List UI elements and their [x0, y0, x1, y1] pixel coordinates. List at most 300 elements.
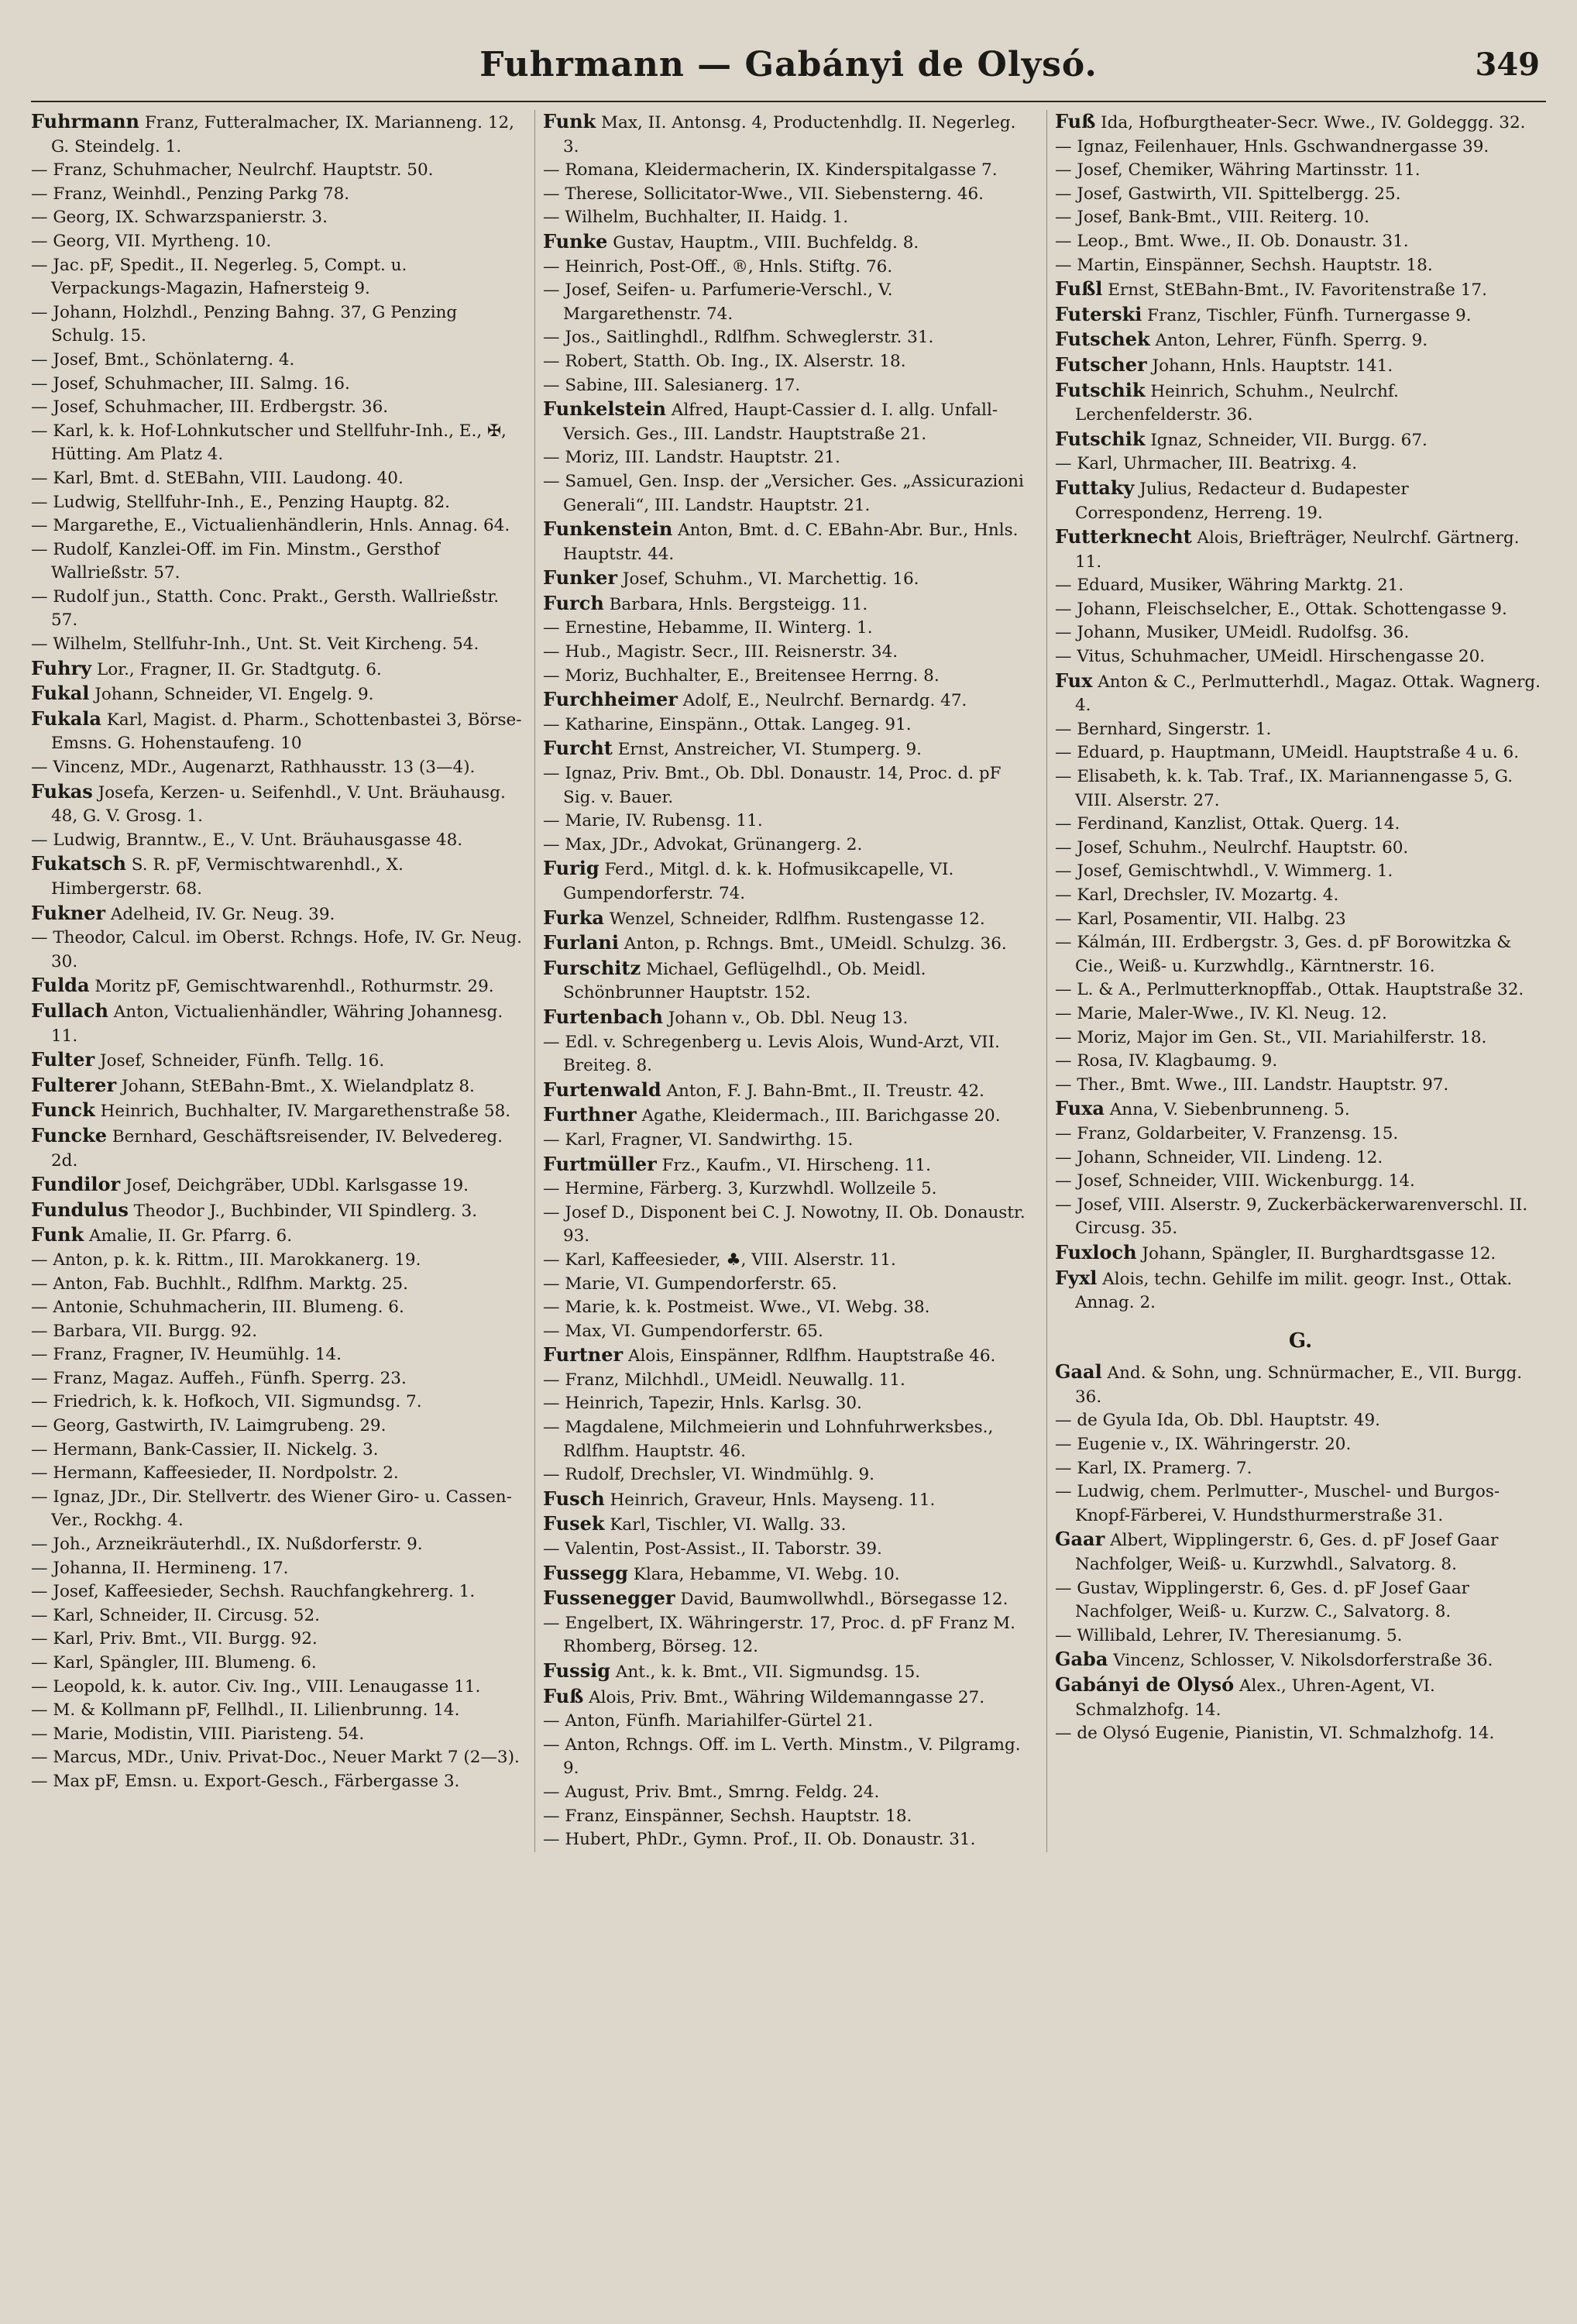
directory-entry	[543, 1296, 1034, 1320]
entry-surname: Fundilor	[31, 1173, 121, 1196]
directory-entry	[1055, 1577, 1546, 1624]
directory-entry	[543, 617, 1034, 641]
entry-details: — Ludwig, Stellfuhr-Inh., E., Penzing Hauptg. 82.	[31, 492, 451, 512]
directory-entry	[1055, 452, 1546, 476]
running-title: Fuhrmann — Gabányi de Olysó.	[479, 45, 1098, 84]
directory-entry	[31, 1367, 522, 1391]
entry-details: Frz., Kaufm., VI. Hirscheng. 11.	[656, 1155, 931, 1175]
entry-details: — Antonie, Schuhmacherin, III. Blumeng. 6.	[31, 1298, 404, 1318]
directory-entry	[31, 254, 522, 301]
entry-details: Ida, Hofburgtheater-Secr. Wwe., IV. Goldeggg. 32.	[1095, 113, 1526, 132]
entry-surname: Gaar	[1055, 1528, 1105, 1551]
entry-details: — Eugenie v., IX. Währingerstr. 20.	[1055, 1435, 1352, 1455]
directory-entry	[31, 206, 522, 230]
entry-details: — Sabine, III. Salesianerg. 17.	[543, 375, 801, 395]
entry-surname: Fukal	[31, 682, 90, 705]
directory-entry	[1055, 183, 1546, 207]
entry-details: — Margarethe, E., Victualienhändlerin, Hnls. Annag. 64.	[31, 516, 510, 536]
directory-entry	[543, 957, 1034, 1006]
directory-entry	[31, 1415, 522, 1439]
entry-surname: Funkenstein	[543, 517, 673, 541]
directory-entry	[543, 183, 1034, 207]
directory-entry	[1055, 1480, 1546, 1528]
directory-entry	[1055, 908, 1546, 932]
directory-entry	[1055, 159, 1546, 183]
directory-entry	[31, 159, 522, 183]
entry-surname: Funk	[543, 110, 596, 132]
directory-entry	[1055, 860, 1546, 884]
directory-entry	[1055, 1147, 1546, 1171]
entry-details: — Josef D., Disponent bei C. J. Nowotny, II. Ob. Donaustr. 93.	[543, 1202, 1026, 1246]
entry-details: — Rudolf, Kanzlei-Off. im Fin. Minstm., Gersthof Wallrießstr. 57.	[31, 539, 440, 583]
entry-details: — Willibald, Lehrer, IV. Theresianumg. 5.	[1055, 1625, 1403, 1645]
entry-details: — Josef, Schuhmacher, III. Salmg. 16.	[31, 373, 350, 394]
entry-details: — Rudolf, Drechsler, VI. Windmühlg. 9.	[543, 1465, 874, 1485]
entry-details: — Franz, Milchhdl., UMeidl. Neuwallg. 11.	[543, 1370, 905, 1390]
entry-details: — Ignaz, Priv. Bmt., Ob. Dbl. Donaustr. 14, Proc. d. pF Sig. v. Bauer.	[543, 764, 1002, 807]
entry-details: — Karl, Bmt. d. StEBahn, VIII. Laudong. 40.	[31, 468, 404, 488]
directory-entry	[543, 592, 1034, 617]
directory-entry	[1055, 525, 1546, 574]
entry-surname: Gaba	[1055, 1648, 1108, 1671]
directory-entry	[31, 586, 522, 633]
entry-details: — Hub., Magistr. Secr., III. Reisnerstr. 34.	[543, 642, 898, 662]
entry-details: — Josef, Schneider, VIII. Wickenburgg. 14.	[1055, 1171, 1415, 1191]
directory-entry	[31, 1173, 522, 1198]
entry-details: Johann, Hnls. Hauptstr. 141.	[1146, 356, 1393, 376]
entry-details: — Josef, Seifen- u. Parfumerie-Verschl., V. Margarethenstr. 74.	[543, 280, 893, 324]
entry-details: Alfred, Haupt-Cassier d. I. allg. Unfall-Versich. Ges., III. Landstr. Hauptstraße 21.	[563, 401, 998, 444]
directory-entry	[31, 756, 522, 780]
entry-details: Anton, Lehrer, Fünfh. Sperrg. 9.	[1149, 331, 1428, 351]
entry-details: — M. & Kollmann pF, Fellhdl., II. Lilienbrunng. 14.	[31, 1700, 460, 1721]
directory-entry	[543, 857, 1034, 906]
entry-details: — Karl, k. k. Hof-Lohnkutscher und Stellfuhr-Inh., E., ✠, Hütting. Am Platz 4.	[31, 421, 507, 465]
entry-surname: Funker	[543, 566, 618, 590]
directory-entry	[543, 1177, 1034, 1202]
directory-entry	[1055, 1457, 1546, 1481]
entry-details: — Romana, Kleidermacherin, IX. Kinderspitalgasse 7.	[543, 160, 998, 180]
directory-entry	[543, 1659, 1034, 1685]
directory-entry	[31, 829, 522, 853]
entry-surname: Furch	[543, 591, 604, 614]
directory-entry	[543, 1202, 1034, 1249]
entry-details: — Moriz, III. Landstr. Hauptstr. 21.	[543, 448, 840, 468]
entry-details: Franz, Futteralmacher, IX. Marianneng. 12, G. Steindelg. 1.	[51, 113, 515, 156]
directory-entry	[543, 1392, 1034, 1416]
entry-details: — August, Priv. Bmt., Smrng. Feldg. 24.	[543, 1782, 880, 1802]
entry-details: — L. & A., Perlmutterknopffab., Ottak. Hauptstraße 32.	[1055, 980, 1524, 1000]
directory-entry	[31, 1676, 522, 1700]
entry-surname: Furlani	[543, 931, 619, 954]
directory-entry	[1055, 837, 1546, 861]
entry-surname: Furthner	[543, 1103, 637, 1126]
entry-details: — Franz, Fragner, IV. Heumühlg. 14.	[31, 1345, 342, 1365]
directory-entry	[1055, 379, 1546, 428]
entry-details: — Anton, p. k. k. Rittm., III. Marokkanerg. 19.	[31, 1250, 421, 1270]
column-3	[1046, 110, 1546, 1852]
directory-entry	[1055, 978, 1546, 1002]
directory-entry	[543, 1078, 1034, 1104]
directory-entry	[1055, 1722, 1546, 1746]
directory-entry	[543, 110, 1034, 159]
entry-surname: Fuß	[543, 1684, 584, 1707]
directory-entry	[1055, 1409, 1546, 1433]
entry-details: — Karl, Uhrmacher, III. Beatrixg. 4.	[1055, 454, 1358, 474]
entry-details: Klara, Hebamme, VI. Webg. 10.	[627, 1564, 900, 1584]
directory-entry	[31, 974, 522, 999]
directory-entry	[543, 1416, 1034, 1463]
directory-entry	[1055, 476, 1546, 525]
entry-details: Josef, Schneider, Fünfh. Tellg. 16.	[94, 1051, 385, 1071]
directory-entry	[31, 1462, 522, 1486]
directory-entry	[31, 927, 522, 974]
directory-entry	[543, 397, 1034, 446]
directory-entry	[1055, 1122, 1546, 1147]
entry-surname: Futscher	[1055, 352, 1147, 376]
directory-entry	[543, 1320, 1034, 1344]
directory-entry	[31, 1343, 522, 1367]
entry-details: — Ignaz, JDr., Dir. Stellvertr. des Wiener Giro- u. Cassen-Ver., Rockhg. 4.	[31, 1487, 512, 1531]
entry-surname: Gaal	[1055, 1360, 1102, 1384]
entry-details: Alois, Einspänner, Rdlfhm. Hauptstraße 46.	[623, 1346, 996, 1367]
entry-details: Agathe, Kleidermach., III. Barichgasse 20.	[636, 1106, 1001, 1126]
entry-details: Franz, Tischler, Fünfh. Turnergasse 9.	[1142, 305, 1472, 325]
directory-entry	[1055, 718, 1546, 742]
entry-details: — Anton, Fab. Buchhlt., Rdlfhm. Marktg. 25.	[31, 1274, 409, 1294]
entry-details: — Josef, Bank-Bmt., VIII. Reiterg. 10.	[1055, 208, 1369, 228]
entry-details: — Josef, Schuhmacher, III. Erdbergstr. 36.	[31, 397, 389, 418]
directory-entry	[31, 1486, 522, 1533]
directory-entry	[31, 1048, 522, 1074]
directory-entry	[543, 665, 1034, 689]
entry-details: — Max, JDr., Advokat, Grünangerg. 2.	[543, 834, 863, 854]
entry-details: Ernst, StEBahn-Bmt., IV. Favoritenstraße 17.	[1102, 280, 1487, 301]
section-heading: G.	[1288, 1329, 1313, 1353]
entry-details: — Josef, Chemiker, Währing Martinsstr. 11.	[1055, 160, 1421, 180]
directory-entry	[1055, 230, 1546, 254]
entry-details: — Josef, Bmt., Schönlaterng. 4.	[31, 349, 295, 370]
entry-details: — Hermann, Kaffeesieder, II. Nordpolstr. 2.	[31, 1463, 399, 1483]
entry-surname: Fukatsch	[31, 852, 126, 875]
entry-details: Heinrich, Schuhm., Neulrchf. Lerchenfelderstr. 36.	[1075, 381, 1399, 425]
entry-details: — Marcus, MDr., Univ. Privat-Doc., Neuer Markt 7 (2—3).	[31, 1748, 520, 1768]
entry-surname: Futtaky	[1055, 476, 1135, 499]
entry-details: — Karl, Spängler, III. Blumeng. 6.	[31, 1653, 317, 1673]
entry-details: Josef, Schuhm., VI. Marchettig. 16.	[617, 569, 919, 590]
directory-entry	[1055, 1170, 1546, 1194]
directory-entry	[1055, 645, 1546, 669]
entry-surname: Fuhrmann	[31, 110, 140, 132]
column-2	[534, 110, 1034, 1852]
entry-details: — Samuel, Gen. Insp. der „Versicher. Ges. „Assicurazioni Generali“, III. Landstr. Hauptstr. 21.	[543, 471, 1024, 515]
entry-surname: Futterknecht	[1055, 525, 1192, 548]
directory-entry	[31, 902, 522, 927]
directory-entry	[1055, 1097, 1546, 1122]
directory-entry	[31, 1580, 522, 1604]
directory-entry	[31, 1557, 522, 1581]
entry-surname: Furig	[543, 857, 600, 880]
entry-surname: Fulda	[31, 974, 90, 997]
directory-entry	[543, 1781, 1034, 1805]
directory-entry	[1055, 1624, 1546, 1648]
entry-details: — Karl, Schneider, II. Circusg. 52.	[31, 1605, 320, 1625]
directory-entry	[543, 159, 1034, 183]
entry-details: Anton & C., Perlmutterhdl., Magaz. Ottak. Wagnerg. 4.	[1075, 672, 1541, 716]
entry-details: — Marie, IV. Rubensg. 11.	[543, 811, 763, 831]
entry-surname: Fullach	[31, 999, 108, 1022]
entry-details: Josefa, Kerzen- u. Seifenhdl., V. Unt. Bräuhausg. 48, G. V. Grosg. 1.	[51, 782, 506, 827]
entry-details: — Engelbert, IX. Währingerstr. 17, Proc. d. pF Franz M. Rhomberg, Börseg. 12.	[543, 1613, 1015, 1657]
entry-details: Theodor J., Buchbinder, VII Spindlerg. 3.	[128, 1201, 478, 1221]
entry-details: Johann, Spängler, II. Burghardtsgasse 12.	[1136, 1243, 1496, 1263]
entry-details: — Valentin, Post-Assist., II. Taborstr. 39.	[543, 1539, 882, 1559]
entry-details: — Vitus, Schuhmacher, UMeidl. Hirschengasse 20.	[1055, 647, 1486, 667]
entry-details: — Leop., Bmt. Wwe., II. Ob. Donaustr. 31.	[1055, 231, 1409, 251]
directory-entry	[31, 373, 522, 397]
entry-details: — Kálmán, III. Erdbergstr. 3, Ges. d. pF Borowitzka & Cie., Weiß- u. Kurzwhdlg., Kärntnerstr. 16.	[1055, 933, 1512, 976]
directory-entry	[1055, 1002, 1546, 1026]
entry-details: — Johann, Holzhdl., Penzing Bahng. 37, G Penzing Schulg. 15.	[31, 302, 458, 346]
directory-entry	[543, 1685, 1034, 1710]
entry-surname: Futschik	[1055, 427, 1146, 450]
entry-details: Alois, techn. Gehilfe im milit. geogr. Inst., Ottak. Annag. 2.	[1075, 1269, 1513, 1313]
entry-details: Ferd., Mitgl. d. k. k. Hofmusikcapelle, VI. Gumpendorferstr. 74.	[563, 860, 954, 903]
directory-entry	[543, 350, 1034, 374]
page-header	[31, 40, 1546, 102]
entry-details: — Rudolf jun., Statth. Conc. Prakt., Gersth. Wallrießstr. 57.	[31, 586, 500, 631]
directory-entry	[31, 999, 522, 1048]
entry-details: — Robert, Statth. Ob. Ing., IX. Alserstr. 18.	[543, 351, 906, 371]
directory-entry	[1055, 598, 1546, 622]
directory-entry	[543, 1006, 1034, 1031]
directory-entry	[543, 1487, 1034, 1513]
entry-details: Karl, Tischler, VI. Wallg. 33.	[604, 1515, 847, 1535]
entry-details: — Anton, Rchngs. Off. im L. Verth. Minstm., V. Pilgramg. 9.	[543, 1734, 1021, 1779]
entry-details: — Theodor, Calcul. im Oberst. Rchngs. Hofe, IV. Gr. Neug. 30.	[31, 928, 522, 971]
entry-surname: Furschitz	[543, 956, 641, 979]
directory-entry	[543, 1463, 1034, 1487]
directory-entry	[1055, 303, 1546, 328]
entry-details: Heinrich, Buchhalter, IV. Margarethenstraße 58.	[94, 1102, 511, 1122]
entry-details: Adelheid, IV. Gr. Neug. 39.	[105, 904, 335, 924]
directory-entry	[31, 514, 522, 538]
entry-details: — Vincenz, MDr., Augenarzt, Rathhausstr. 13 (3—4).	[31, 758, 476, 778]
directory-entry	[31, 420, 522, 467]
directory-entry	[31, 467, 522, 491]
entry-details: — Bernhard, Singerstr. 1.	[1055, 719, 1272, 739]
directory-entry	[543, 1805, 1034, 1829]
directory-entry	[1055, 813, 1546, 837]
entry-details: Michael, Geflügelhdl., Ob. Meidl. Schönbrunner Hauptstr. 152.	[563, 959, 926, 1003]
directory-entry	[31, 1723, 522, 1747]
entry-surname: Fusch	[543, 1487, 605, 1510]
entry-details: David, Baumwollwhdl., Börsegasse 12.	[675, 1590, 1008, 1610]
directory-entry	[543, 326, 1034, 350]
directory-entry	[1055, 277, 1546, 303]
entry-details: — Barbara, VII. Burgg. 92.	[31, 1321, 258, 1341]
entry-surname: Funck	[31, 1098, 95, 1122]
entry-details: — Edl. v. Schregenberg u. Levis Alois, Wund-Arzt, VII. Breiteg. 8.	[543, 1032, 1000, 1076]
directory-entry	[31, 396, 522, 420]
entry-surname: Funcke	[31, 1123, 108, 1147]
directory-entry	[1055, 136, 1546, 160]
entry-details: Adolf, E., Neulrchf. Bernardg. 47.	[677, 691, 967, 711]
entry-details: — Hermine, Färberg. 3, Kurzwhdl. Wollzeile 5.	[543, 1179, 937, 1199]
directory-entry	[1055, 1074, 1546, 1098]
page-number: 349	[1475, 46, 1540, 83]
entry-surname: Funk	[31, 1223, 84, 1246]
directory-entry	[1055, 669, 1546, 718]
entry-details: — Wilhelm, Stellfuhr-Inh., Unt. St. Veit Kircheng. 54.	[31, 634, 479, 655]
entry-details: Ernst, Anstreicher, VI. Stumperg. 9.	[612, 740, 922, 760]
entry-details: — Moriz, Major im Gen. St., VII. Mariahilferstr. 18.	[1055, 1027, 1487, 1047]
entry-details: Anton, Victualienhändler, Währing Johannesg. 11.	[51, 1002, 503, 1046]
entry-details: Amalie, II. Gr. Pfarrg. 6.	[84, 1226, 293, 1246]
entry-surname: Gabányi de Olysó	[1055, 1673, 1235, 1696]
entry-surname: Fukner	[31, 901, 106, 924]
directory-entry	[1055, 328, 1546, 353]
directory-entry	[31, 707, 522, 756]
entry-details: S. R. pF, Vermischtwarenhdl., X. Himbergerstr. 68.	[51, 855, 404, 899]
entry-surname: Fuß	[1055, 110, 1096, 132]
directory-entry	[31, 1074, 522, 1099]
entry-details: — Georg, VII. Myrtheng. 10.	[31, 231, 272, 251]
directory-entry	[543, 713, 1034, 737]
entry-details: — Moriz, Buchhalter, E., Breitensee Herrng. 8.	[543, 665, 940, 686]
directory-entry	[1055, 1267, 1546, 1315]
directory-entry	[31, 1124, 522, 1173]
directory-entry	[1055, 206, 1546, 230]
directory-entry	[31, 1320, 522, 1344]
entry-details: Anton, p. Rchngs. Bmt., UMeidl. Schulzg. 36.	[618, 934, 1007, 954]
directory-entry	[543, 1612, 1034, 1659]
entry-details: Anton, F. J. Bahn-Bmt., II. Treustr. 42.	[661, 1081, 984, 1101]
entry-details: Alois, Priv. Bmt., Währing Wildemanngasse 27.	[583, 1687, 985, 1707]
entry-details: — Gustav, Wipplingerstr. 6, Ges. d. pF Josef Gaar Nachfolger, Weiß- u. Kurzw. C., Salvatorg. 8.	[1055, 1578, 1469, 1622]
directory-entry	[543, 206, 1034, 230]
directory-entry	[543, 1153, 1034, 1178]
directory-entry	[543, 1273, 1034, 1297]
directory-entry	[543, 834, 1034, 858]
entry-surname: Fussig	[543, 1659, 610, 1682]
directory-entry	[31, 1652, 522, 1676]
directory-entry	[31, 1533, 522, 1557]
entry-details: — Georg, IX. Schwarzspanierstr. 3.	[31, 208, 328, 228]
entry-surname: Fyxl	[1055, 1266, 1098, 1289]
entry-details: — Karl, Drechsler, IV. Mozartg. 4.	[1055, 885, 1339, 905]
entry-details: — Jac. pF, Spedit., II. Negerleg. 5, Compt. u. Verpackungs-Magazin, Hafnersteig 9.	[31, 255, 407, 299]
entry-details: — Leopold, k. k. autor. Civ. Ing., VIII. Lenaugasse 11.	[31, 1676, 481, 1697]
entry-details: — Karl, Kaffeesieder, ♣, VIII. Alserstr. 11.	[543, 1250, 896, 1270]
entry-details: — Heinrich, Post-Off., ®, Hnls. Stiftg. 76.	[543, 256, 893, 277]
entry-details: — Franz, Magaz. Auffeh., Fünfh. Sperrg. 23.	[31, 1368, 407, 1388]
entry-details: — Friedrich, k. k. Hofkoch, VII. Sigmundsg. 7.	[31, 1392, 422, 1412]
entry-details: Moritz pF, Gemischtwarenhdl., Rothurmstr. 29.	[89, 977, 494, 997]
directory-entry	[1055, 1528, 1546, 1576]
entry-details: — Max, VI. Gumpendorferstr. 65.	[543, 1321, 823, 1341]
directory-entry	[1055, 1433, 1546, 1457]
directory-entry	[543, 470, 1034, 517]
entry-details: — Heinrich, Tapezir, Hnls. Karlsg. 30.	[543, 1394, 862, 1414]
directory-entry	[1055, 1673, 1546, 1722]
entry-surname: Fukala	[31, 706, 101, 730]
entry-details: — Katharine, Einspänn., Ottak. Langeg. 91.	[543, 714, 912, 734]
directory-entry	[543, 1734, 1034, 1781]
entry-details: — Marie, Maler-Wwe., IV. Kl. Neug. 12.	[1055, 1003, 1387, 1023]
directory-entry	[543, 1031, 1034, 1078]
directory-entry	[543, 1562, 1034, 1587]
entry-details: — Franz, Einspänner, Sechsh. Hauptstr. 18.	[543, 1806, 912, 1826]
directory-entry	[1055, 765, 1546, 813]
directory-entry	[31, 1249, 522, 1273]
entry-details: — Therese, Sollicitator-Wwe., VII. Siebensterng. 46.	[543, 184, 984, 204]
entry-details: — Johann, Fleischselcher, E., Ottak. Schottengasse 9.	[1055, 599, 1507, 619]
directory-entry	[543, 446, 1034, 470]
entry-surname: Furchheimer	[543, 688, 678, 711]
entry-details: Ant., k. k. Bmt., VII. Sigmundsg. 15.	[610, 1662, 921, 1682]
directory-entry	[543, 931, 1034, 957]
directory-entry	[31, 1391, 522, 1415]
directory-entry	[31, 1296, 522, 1320]
directory-entry	[31, 538, 522, 586]
entry-details: — Max pF, Emsn. u. Export-Gesch., Färbergasse 3.	[31, 1771, 460, 1791]
entry-details: Alex., Uhren-Agent, VI. Schmalzhofg. 14.	[1075, 1676, 1435, 1720]
entry-details: — Ferdinand, Kanzlist, Ottak. Querg. 14.	[1055, 814, 1400, 834]
entry-details: Heinrich, Graveur, Hnls. Mayseng. 11.	[604, 1490, 936, 1510]
directory-entry	[543, 1369, 1034, 1393]
entry-details: — Hermann, Bank-Cassier, II. Nickelg. 3.	[31, 1439, 379, 1459]
entry-details: — Marie, VI. Gumpendorferstr. 65.	[543, 1274, 837, 1294]
directory-entry	[31, 110, 522, 159]
entry-details: Ignaz, Schneider, VII. Burgg. 67.	[1145, 430, 1428, 450]
directory-entry	[1055, 1648, 1546, 1673]
directory-entry	[1055, 428, 1546, 453]
entry-surname: Furcht	[543, 737, 613, 760]
directory-entry	[31, 1628, 522, 1652]
directory-entry	[543, 1512, 1034, 1538]
entry-details: Max, II. Antonsg. 4, Productenhdlg. II. Negerleg. 3.	[563, 113, 1016, 156]
directory-entry	[543, 256, 1034, 280]
directory-entry	[543, 641, 1034, 665]
entry-details: — Johann, Musiker, UMeidl. Rudolfsg. 36.	[1055, 623, 1410, 643]
directory-entry	[1055, 353, 1546, 379]
directory-entry	[31, 1770, 522, 1794]
directory-entry	[543, 810, 1034, 834]
entry-details: Alois, Briefträger, Neulrchf. Gärtnerg. 11.	[1075, 528, 1520, 572]
directory-entry	[1055, 1050, 1546, 1074]
directory-entry	[31, 1746, 522, 1770]
directory-entry	[543, 737, 1034, 762]
entry-details: — Franz, Weinhdl., Penzing Parkg 78.	[31, 184, 350, 204]
entry-details: — Jos., Saitlinghdl., Rdlfhm. Schweglerstr. 31.	[543, 328, 934, 348]
entry-details: — Wilhelm, Buchhalter, II. Haidg. 1.	[543, 208, 849, 228]
directory-entry	[31, 852, 522, 901]
entry-details: — Hubert, PhDr., Gymn. Prof., II. Ob. Donaustr. 31.	[543, 1830, 976, 1850]
entry-details: — Josef, Kaffeesieder, Sechsh. Rauchfangkehrerg. 1.	[31, 1582, 476, 1602]
directory-entry	[543, 688, 1034, 713]
entry-details: — Rosa, IV. Klagbaumg. 9.	[1055, 1051, 1278, 1071]
entry-surname: Fundulus	[31, 1198, 129, 1221]
entry-details: — Karl, Posamentir, VII. Halbg. 23	[1055, 909, 1346, 929]
directory-entry	[31, 183, 522, 207]
entry-details: Vincenz, Schlosser, V. Nikolsdorferstraße 36.	[1108, 1651, 1493, 1671]
directory-entry	[31, 230, 522, 254]
directory-entry	[1055, 574, 1546, 598]
directory-entry	[543, 1710, 1034, 1734]
entry-surname: Furtenbach	[543, 1005, 663, 1028]
entry-details: — Eduard, p. Hauptmann, UMeidl. Hauptstraße 4 u. 6.	[1055, 743, 1520, 763]
